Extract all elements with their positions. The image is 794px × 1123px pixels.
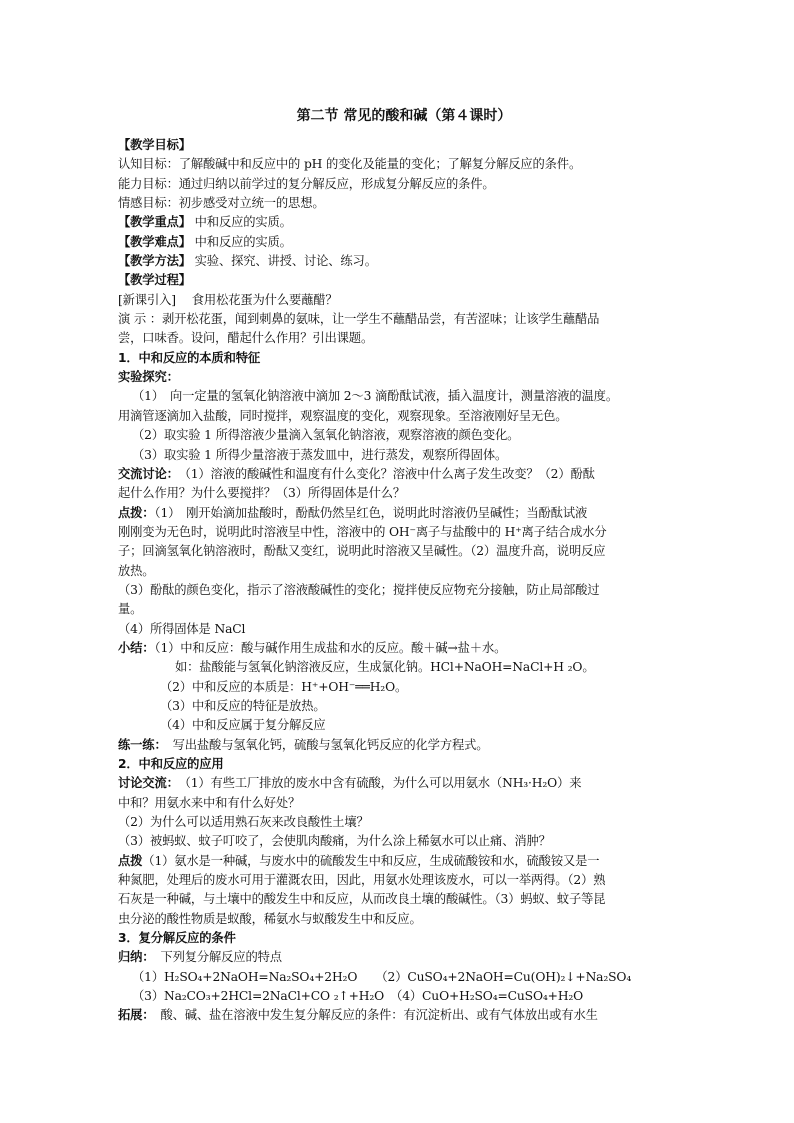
text-line	[118, 271, 680, 290]
line-text: 种氮肥，处理后的废水可用于灌溉农田，因此，用氨水处理该废水，可以一举两得。（2）熟	[118, 873, 606, 888]
text-line	[118, 639, 680, 658]
line-text: （1）氨水是一种碱，与废水中的硫酸发生中和反应，生成硫酸铵和水，硫酸铵又是一	[142, 853, 600, 868]
line-heading: 【教学重点】	[118, 215, 191, 230]
text-line	[118, 600, 680, 619]
line-text: 认知目标：了解酸碱中和反应中的 pH 的变化及能量的变化；了解复分解反应的条件。	[118, 157, 582, 172]
text-line	[118, 755, 680, 774]
text-line	[118, 794, 680, 813]
line-text: （3）酚酞的颜色变化，指示了溶液酸碱性的变化；搅拌使反应物充分接触，防止局部酸过	[118, 582, 600, 597]
line-heading: 点拨：	[118, 505, 155, 520]
line-heading: 【教学难点】	[118, 234, 191, 249]
text-line	[118, 387, 680, 406]
line-text: 中和反应的实质。	[190, 215, 292, 230]
text-line	[118, 987, 680, 1006]
line-text: 起什么作用？为什么要搅拌？（3）所得固体是什么？	[118, 486, 406, 501]
line-text: （1）H₂SO₄+2NaOH=Na₂SO₄+2H₂O （2）CuSO₄+2NaOH=Cu(OH)₂↓+Na₂SO₄	[132, 969, 632, 984]
text-line	[118, 329, 680, 348]
text-line	[118, 871, 680, 890]
line-text: 如：盐酸能与氢氧化钠溶液反应，生成氯化钠。HCl+NaOH=NaCl+H ₂O。	[175, 660, 595, 675]
line-text: （3）被蚂蚁、蚊子叮咬了，会使肌肉酸痛，为什么涂上稀氨水可以止痛、消肿？	[118, 834, 551, 849]
text-line	[118, 658, 680, 677]
text-line	[118, 929, 680, 948]
text-line	[118, 155, 680, 174]
line-text: （2）为什么可以适用熟石灰来改良酸性土壤？	[118, 815, 369, 830]
text-line	[118, 446, 680, 465]
line-text: 中和反应的实质。	[190, 234, 292, 249]
text-line	[118, 484, 680, 503]
line-text: 放热。	[118, 563, 155, 578]
line-text: （1） 向一定量的氢氧化钠溶液中滴加 2～3 滴酚酞试液，插入温度计，测量溶液的温度。	[132, 389, 618, 404]
line-text: 1．中和反应的本质和特征	[118, 350, 261, 365]
text-line	[118, 504, 680, 523]
line-text: （1）中和反应：酸与碱作用生成盐和水的反应。酸＋碱→盐＋水。	[154, 640, 507, 655]
document-body	[118, 136, 680, 1026]
line-text: （3）Na₂CO₃+2HCl=2NaCl+CO ₂↑+H₂O （4）CuO+H₂SO₄=CuSO₄+H₂O	[132, 989, 584, 1004]
line-heading: 点拨	[118, 853, 143, 868]
line-text: 3．复分解反应的条件	[118, 931, 236, 946]
text-line	[118, 620, 680, 639]
line-text: （2）取实验 1 所得溶液少量滴入氢氧化钠溶液，观察溶液的颜色变化。	[132, 428, 520, 443]
text-line	[118, 678, 680, 697]
line-text: （1） 刚开始滴加盐酸时，酚酞仍然呈红色，说明此时溶液仍呈碱性；当酚酞试液	[154, 505, 588, 520]
text-line	[118, 910, 680, 929]
text-line	[118, 465, 680, 484]
text-line	[118, 252, 680, 271]
line-text: （4）所得固体是 NaCl	[118, 621, 246, 636]
text-line	[118, 716, 680, 735]
text-line	[118, 562, 680, 581]
text-line	[118, 349, 680, 368]
text-line	[118, 426, 680, 445]
line-text: [新课引入] 食用松花蛋为什么要蘸醋？	[118, 292, 338, 307]
line-text: （3）取实验 1 所得少量溶液于蒸发皿中，进行蒸发，观察所得固体。	[132, 447, 508, 462]
line-text: 情感目标：初步感受对立统一的思想。	[118, 196, 325, 211]
line-heading: 【教学方法】	[118, 254, 191, 269]
line-text: 刚刚变为无色时，说明此时溶液呈中性，溶液中的 OH⁻离子与盐酸中的 H⁺离子结合成水分	[118, 524, 607, 539]
document-page	[118, 106, 680, 1026]
line-text: 写出盐酸与氢氧化钙，硫酸与氢氧化钙反应的化学方程式。	[160, 737, 489, 752]
text-line	[118, 813, 680, 832]
line-text: （2）中和反应的本质是：H⁺+OH⁻══H₂O。	[160, 679, 408, 694]
line-text: 石灰是一种碱，与土壤中的酸发生中和反应，从而改良土壤的酸碱性。（3）蚂蚁、蚊子等昆	[118, 892, 606, 907]
document-title: 第二节 常见的酸和碱（第４课时）	[296, 108, 512, 124]
text-line	[118, 832, 680, 851]
line-text: 【教学目标】	[118, 138, 191, 152]
line-heading: 练一练：	[118, 737, 161, 752]
text-line	[118, 523, 680, 542]
line-heading: 讨论交流：	[118, 776, 173, 791]
line-text: （3）中和反应的特征是放热。	[160, 698, 326, 713]
line-text: 能力目标：通过归纳以前学过的复分解反应，形成复分解反应的条件。	[118, 176, 495, 191]
line-text: （1）有些工厂排放的废水中含有硫酸，为什么可以用氨水（NH₃·H₂O）来	[172, 776, 582, 791]
text-line	[118, 136, 680, 155]
line-text: 实验、探究、讲授、讨论、练习。	[190, 254, 377, 269]
line-text: 下列复分解反应的特点	[148, 950, 282, 965]
line-text: 尝，口味香。设问，醋起什么作用？引出课题。	[118, 331, 374, 346]
text-line	[118, 368, 680, 387]
text-line	[118, 736, 680, 755]
line-text: 【教学过程】	[118, 273, 191, 288]
line-text: 用滴管逐滴加入盐酸，同时搅拌，观察温度的变化，观察现象。至溶液刚好呈无色。	[118, 408, 568, 423]
line-text: 2．中和反应的应用	[118, 757, 224, 771]
line-text: （1）溶液的酸碱性和温度有什么变化？溶液中什么离子发生改变？（2）酚酞	[172, 466, 595, 481]
text-line	[118, 1006, 680, 1025]
line-text: 实验探究：	[118, 370, 179, 385]
line-text: 酸、碱、盐在溶液中发生复分解反应的条件：有沉淀析出、或有气体放出或有水生	[148, 1008, 598, 1023]
line-heading: 拓展：	[118, 1008, 149, 1023]
text-line	[118, 774, 680, 793]
text-line	[118, 213, 680, 232]
text-line	[118, 233, 680, 252]
text-line	[118, 194, 680, 213]
line-heading: 归纳：	[118, 950, 149, 965]
text-line	[118, 175, 680, 194]
text-line	[118, 697, 680, 716]
line-text: 虫分泌的酸性物质是蚁酸，稀氨水与蚁酸发生中和反应。	[118, 911, 422, 926]
line-text: 演 示 ：剥开松花蛋，闻到刺鼻的氨味，让一学生不蘸醋品尝，有苦涩味；让该学生蘸醋品	[118, 312, 600, 327]
line-text: 量。	[118, 602, 143, 617]
text-line	[118, 581, 680, 600]
line-text: 子；回滴氢氧化钠溶液时，酚酞又变红，说明此时溶液又呈碱性。（2）温度升高，说明反应	[118, 544, 606, 559]
line-heading: 交流讨论：	[118, 466, 173, 481]
text-line	[118, 310, 680, 329]
line-heading: 小结：	[118, 640, 155, 655]
text-line	[118, 968, 680, 987]
text-line	[118, 852, 680, 871]
text-line	[118, 890, 680, 909]
text-line	[118, 948, 680, 967]
line-text: 中和？用氨水来中和有什么好处？	[118, 795, 301, 810]
text-line	[118, 291, 680, 310]
line-text: （4）中和反应属于复分解反应	[160, 718, 326, 733]
text-line	[118, 542, 680, 561]
text-line	[118, 407, 680, 426]
